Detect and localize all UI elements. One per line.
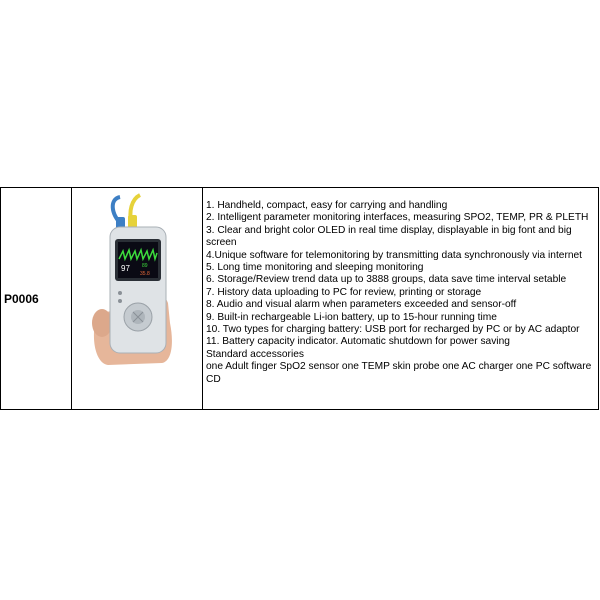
feature-item: 7. History data uploading to PC for review, printing or storage [206, 286, 482, 298]
feature-item: 10. Two types for charging battery: USB port for recharged by PC or by AC adaptor [206, 324, 580, 336]
feature-item: 2. Intelligent parameter monitoring interfaces, measuring SPO2, TEMP, PR & PLETH [206, 212, 589, 224]
feature-item: 5. Long time monitoring and sleeping monitoring [206, 262, 424, 274]
handheld-oximeter-image [88, 193, 188, 403]
feature-item: 9. Built-in rechargeable Li-ion battery, up to 15-hour running time [206, 311, 497, 323]
screen-pr-value: 89 [142, 263, 148, 269]
screen-temp-value: 35.8 [140, 271, 150, 277]
product-image-cell [72, 188, 203, 409]
feature-item: 3. Clear and bright color OLED in real time display, displayable in big font and big screen [206, 224, 572, 249]
accessories-heading: Standard accessories [206, 348, 304, 360]
feature-item: 4.Unique software for telemonitoring by transmitting data synchronously via internet [206, 249, 582, 261]
product-description-cell [203, 188, 598, 409]
feature-item: 11. Battery capacity indicator. Automatic shutdown for power saving [206, 336, 510, 348]
feature-item: 8. Audio and visual alarm when parameters exceeded and sensor-off [206, 299, 517, 311]
accessories-text: one Adult finger SpO2 sensor one TEMP skin probe one AC charger one PC software CD [206, 361, 592, 385]
product-code: P0006 [4, 291, 39, 306]
screen-spo2-value: 97 [121, 264, 130, 273]
feature-item: 1. Handheld, compact, easy for carrying and handling [206, 200, 448, 211]
feature-item: 6. Storage/Review trend data up to 3888 groups, data save time interval setable [206, 274, 567, 286]
product-code-cell [1, 188, 72, 409]
product-table [0, 187, 599, 410]
